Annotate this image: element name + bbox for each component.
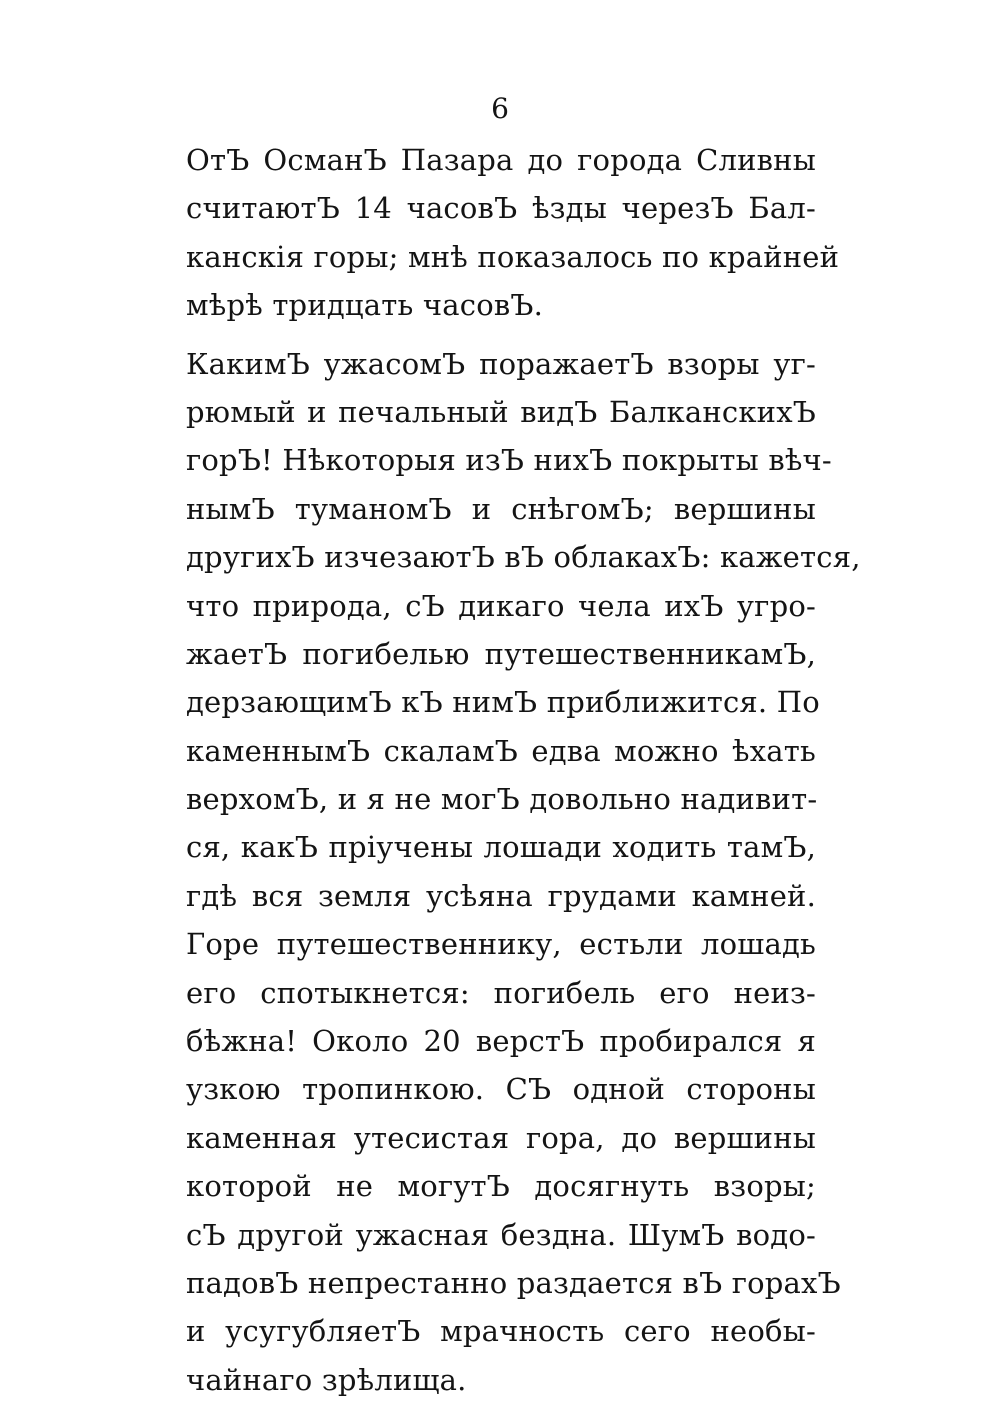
body-text <box>186 136 861 1404</box>
text-line: каменнымЪ скаламЪ едва можно ѣхать <box>186 733 816 768</box>
text-line: которой не могутЪ досягнуть взоры; <box>186 1169 816 1204</box>
text-line: верхомЪ, и я не могЪ довольно надивит- <box>186 782 818 817</box>
text-line: канскія горы; мнѣ показалось по крайней <box>186 239 840 274</box>
text-line: что природа, сЪ дикаго чела ихЪ угро- <box>186 588 816 623</box>
text-line: ОтЪ ОсманЪ Пазара до города Сливны <box>186 143 816 177</box>
text-line: Горе путешественнику, естьли лошадь <box>186 927 816 962</box>
text-line: другихЪ изчезаютЪ вЪ облакахЪ: кажется, <box>186 540 861 575</box>
text-line: горЪ! Нѣкоторыя изЪ нихЪ покрыты вѣч- <box>186 443 832 478</box>
text-line: узкою тропинкою. СЪ одной стороны <box>186 1072 816 1107</box>
text-line: сЪ другой ужасная бездна. ШумЪ водо- <box>186 1217 816 1252</box>
text-line: бѣжна! Около 20 верстЪ пробирался я <box>186 1024 816 1059</box>
paragraph-2 <box>186 340 861 1405</box>
text-line: каменная утесистая гора, до вершины <box>186 1120 816 1155</box>
text-line: жаетЪ погибелью путешественникамЪ, <box>186 636 816 671</box>
text-line: дерзающимЪ кЪ нимЪ приближится. По <box>186 685 820 720</box>
text-line: ся, какЪ пріучены лошади ходить тамЪ, <box>186 830 816 865</box>
text-line: его спотыкнется: погибель его неиз- <box>186 975 816 1010</box>
paragraph-1 <box>186 136 840 330</box>
page-number: 6 <box>491 92 509 125</box>
text-line: падовЪ непрестанно раздается вЪ горахЪ <box>186 1265 841 1300</box>
text-line: считаютЪ 14 часовЪ ѣзды черезЪ Бал- <box>186 191 816 226</box>
text-line: КакимЪ ужасомЪ поражаетЪ взоры уг- <box>186 346 816 381</box>
text-line: гдѣ вся земля усѣяна грудами камней. <box>186 878 816 913</box>
text-line: мѣрѣ тридцать часовЪ. <box>186 288 544 323</box>
text-line: рюмый и печальный видЪ БалканскихЪ <box>186 394 816 429</box>
text-line: и усугубляетЪ мрачность сего необы- <box>186 1314 816 1349</box>
text-line: чайнаго зрѣлища. <box>186 1362 467 1397</box>
text-line: нымЪ туманомЪ и снѣгомЪ; вершины <box>186 491 816 526</box>
